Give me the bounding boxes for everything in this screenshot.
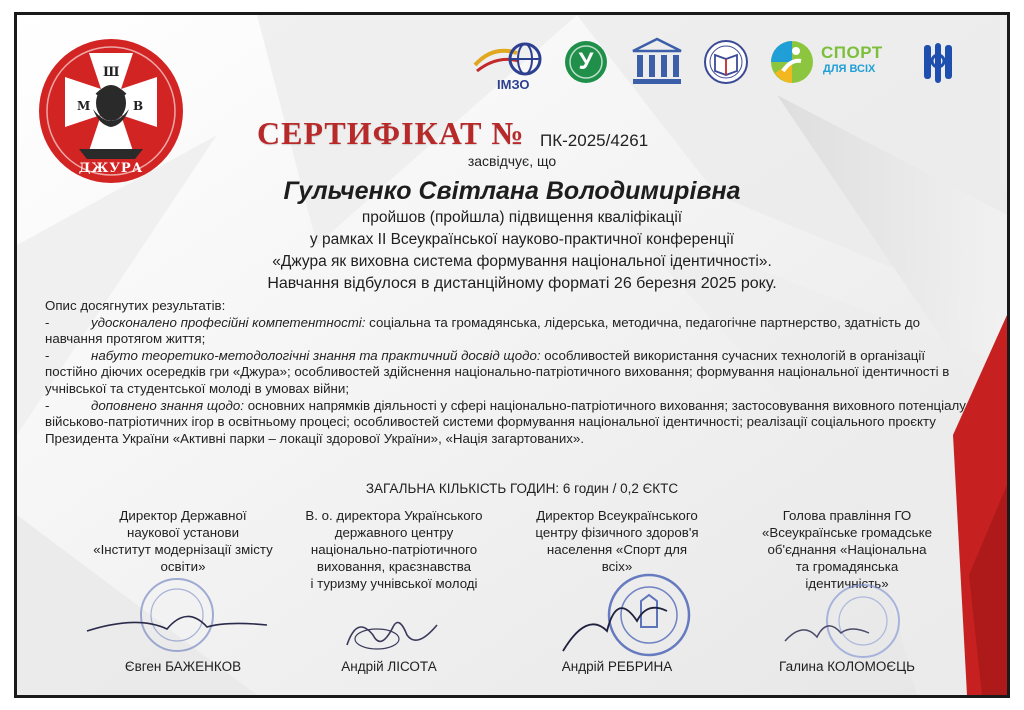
qualification-line: пройшов (пройшла) підвищення кваліфікації xyxy=(361,209,683,226)
signatory-2-position xyxy=(279,507,509,592)
signatory-3-position xyxy=(517,507,717,575)
position-line: виховання, краєзнавства xyxy=(316,559,472,574)
signature-2 xyxy=(337,605,447,655)
sport-label-1: СПОРТ xyxy=(821,43,883,62)
position-line: та громадянська xyxy=(795,559,899,574)
position-line: В. о. директора Українського xyxy=(305,508,483,523)
columns-building-icon xyxy=(631,37,683,87)
signatory-1-name: Євген БАЖЕНКОВ xyxy=(124,659,242,674)
u-letter: У xyxy=(578,48,594,75)
position-line: об'єднання «Національна xyxy=(767,542,927,557)
position-line: центру фізичного здоров'я xyxy=(535,525,699,540)
signature-stamp-4 xyxy=(777,581,917,661)
trident-i-icon xyxy=(921,41,955,85)
signatory-1-position xyxy=(73,507,293,575)
sport-label-2: ДЛЯ ВСІХ xyxy=(823,63,876,75)
signatory-4-position xyxy=(737,507,957,592)
position-line: «Інститут модернізації змісту xyxy=(93,542,273,557)
conference-line: у рамках ІІ Всеукраїнської науково-практичної конференції xyxy=(309,231,735,248)
conference-title-line: «Джура як виховна система формування національної ідентичності». xyxy=(272,253,772,270)
recipient-name: Гульченко Світлана Володимирівна xyxy=(283,177,741,205)
book-seal-icon xyxy=(703,39,749,85)
position-line: Директор Державної xyxy=(119,508,247,523)
signatory-3-name: Андрій РЕБРИНА xyxy=(561,659,673,674)
signature-stamp-1 xyxy=(77,575,277,655)
position-line: освіти» xyxy=(160,559,206,574)
imzo-label: ІМЗО xyxy=(497,77,530,92)
result-lead: доповнено знання щодо: xyxy=(91,397,244,413)
results-section xyxy=(45,298,980,447)
result-text: соціальна та громадянська, лідерська, методична, педагогічне партнерство, здатність до навчання протягом життя; xyxy=(45,314,921,347)
ipv-logo xyxy=(631,37,683,87)
position-line: наукової установи xyxy=(126,525,239,540)
result-item xyxy=(45,315,980,348)
runner-circle-icon xyxy=(769,39,815,85)
result-item xyxy=(45,348,980,398)
result-text: особливостей використання сучасних технологій в організації постійно діючих осередків гри «Джура»; особливостей здійснення національно-патріотичного виховання; формування національної ідентичності в учнівської та студентської молоді в умовах війни; xyxy=(45,347,950,396)
total-hours: ЗАГАЛЬНА КІЛЬКІСТЬ ГОДИН: 6 годин / 0,2 ЄКТС xyxy=(365,481,679,496)
position-line: і туризму учнівської молоді xyxy=(310,576,478,591)
position-line: ідентичність» xyxy=(805,576,889,591)
emblem-caption: ДЖУРА xyxy=(78,161,144,176)
certifies-text: засвідчує, що xyxy=(467,153,557,169)
position-line: Директор Всеукраїнського xyxy=(536,508,698,523)
globe-icon xyxy=(473,39,545,79)
list-dash: - xyxy=(45,397,50,413)
list-dash: - xyxy=(45,314,50,330)
position-line: Голова правління ГО xyxy=(782,508,912,523)
emblem-letter-top: Ш xyxy=(103,65,120,80)
position-line: національно-патріотичного xyxy=(310,542,478,557)
certificate-number: ПК-2025/4261 xyxy=(540,131,649,150)
position-line: «Всеукраїнське громадське xyxy=(762,525,932,540)
signatory-2-name: Андрій ЛІСОТА xyxy=(341,659,437,674)
institute-seal-logo xyxy=(703,39,749,85)
result-text: основних напрямків діяльності у сфері національно-патріотичного виховання; застосовування виховного потенціалу військово-патріотичних ігор в освітньому процесі; особливостей системи формування національної ідентичності; реалізації соціального проєкту Президента України «Активні парки – локації здорової України», «Нація загартованих». xyxy=(45,397,966,446)
result-item xyxy=(45,398,980,448)
identity-logo xyxy=(921,41,955,85)
signatory-4-name: Галина КОЛОМОЄЦЬ xyxy=(779,659,915,674)
list-dash: - xyxy=(45,347,50,363)
result-lead: удосконалено професійні компетентності: xyxy=(91,314,366,330)
results-heading: Опис досягнутих результатів: xyxy=(45,298,226,313)
position-line: державного центру xyxy=(334,525,454,540)
sport-for-all-logo xyxy=(769,39,909,85)
certificate-frame xyxy=(14,12,1010,698)
signature-stamp-3 xyxy=(557,571,707,661)
result-lead: набуто теоретико-методологічні знання та практичний досвід щодо: xyxy=(91,347,541,363)
position-line: населення «Спорт для xyxy=(546,542,688,557)
certificate-title: СЕРТИФІКАТ № xyxy=(257,115,525,151)
position-line: всіх» xyxy=(601,559,633,574)
imzo-logo xyxy=(473,39,545,93)
u-logo xyxy=(563,39,609,85)
emblem-letter-right: В xyxy=(133,99,144,113)
training-date-line: Навчання відбулося в дистанційному форматі 26 березня 2025 року. xyxy=(267,275,777,292)
emblem-letter-left: М xyxy=(77,99,91,113)
